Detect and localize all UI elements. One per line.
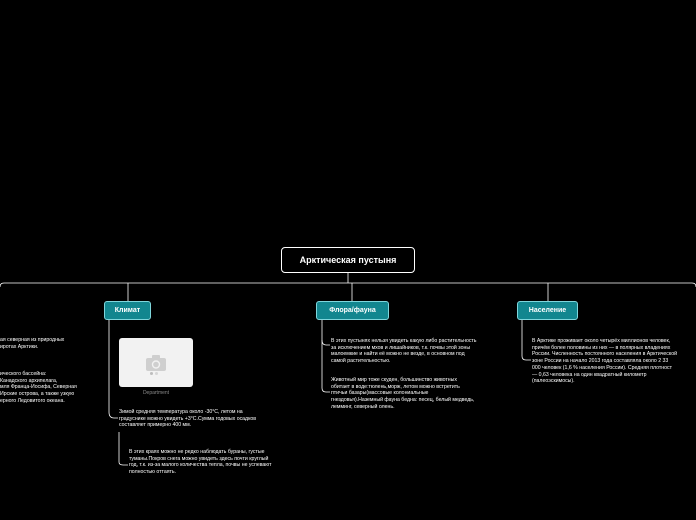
central-topic-label: Арктическая пустыня xyxy=(299,255,397,265)
topic-climate-label: Климат xyxy=(114,307,141,314)
topic-flora-fauna-label: Флора/фауна xyxy=(329,307,376,314)
camera-icon xyxy=(145,354,167,372)
note-flora-1[interactable]: В этих пустынях нельзя увидеть какую либо растительность за исключением мхов и лишайников, т.к. почвы этой зоны малоемкие и найти её можно не везде, в основном под самой растительностью. xyxy=(331,338,477,365)
note-population-1[interactable]: В Арктике проживает около четырёх миллионов человек, причём более половины из них — в полярных владениях России. Численность постоянного населения в Арктической зоне России на начало 2013 года составляла около 2 33 000 человек (1,6 % населения России). Средняя плотност — 0,63 человека на один квадратный километр (палеоэскимосы). xyxy=(532,338,678,385)
note-climate-2[interactable]: В этих краях можно не редко наблюдать бураны, густые туманы.Покров снега можно увидеть здесь почти круглый год, т.к. из-за малого количества тепла, почвы не успевают полностью оттаять. xyxy=(129,449,272,476)
note-left-2[interactable]: ического бассейна: Канадского архипелага, мля Франца-Иосифа, Северная Ирские острова, а также узкую ерного Ледовитого океана. xyxy=(0,371,77,404)
topic-flora-fauna[interactable] xyxy=(316,301,389,320)
note-left-1[interactable]: ая северная из природных иротах Арктики. xyxy=(0,337,65,350)
note-flora-2[interactable]: Животный мир тоже скуден, большинство животных обитает в воде:тюлень,морж, летом можно встретить птичьи базары(массовые колониальные гнездовья).Наземный фауна бедна: песец, белый медведь, лемминг, северный олень. xyxy=(331,377,475,410)
image-dots xyxy=(150,372,158,375)
note-climate-1[interactable]: Зимой средняя температура около -30°С, летом на градуснике можно увидеть +3°С.Сумма годовых осадков составляет примерно 400 мм. xyxy=(119,409,257,429)
image-placeholder[interactable] xyxy=(119,338,193,387)
central-topic[interactable] xyxy=(281,247,415,273)
topic-climate[interactable] xyxy=(104,301,151,320)
topic-population[interactable] xyxy=(517,301,578,320)
image-caption: Department xyxy=(142,390,170,396)
topic-population-label: Население xyxy=(528,307,567,314)
